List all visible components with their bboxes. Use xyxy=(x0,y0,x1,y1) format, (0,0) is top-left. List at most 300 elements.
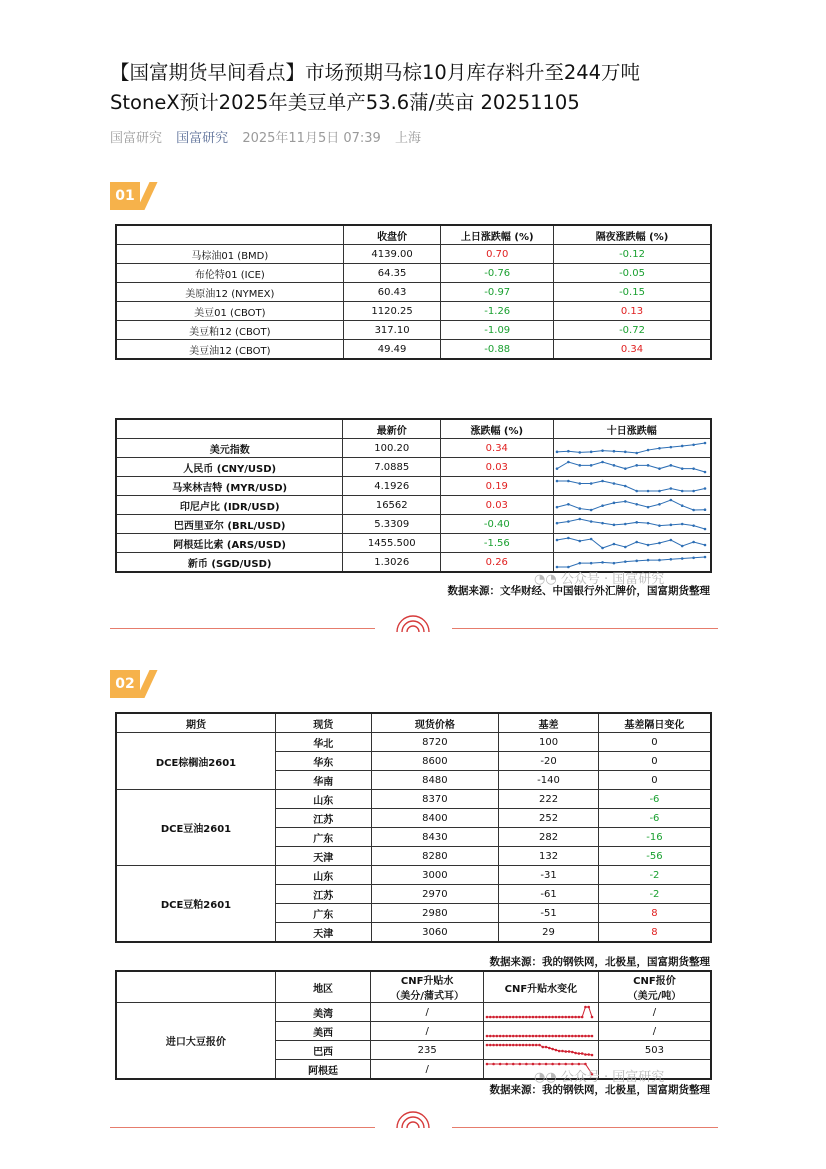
ten-day-sparkline-cell xyxy=(553,534,711,553)
sparkline-point xyxy=(489,1016,492,1019)
sparkline-point xyxy=(577,1035,580,1038)
sparkline-point xyxy=(635,541,638,544)
ten-day-sparkline xyxy=(554,459,708,475)
premium-sparkline xyxy=(484,1042,595,1058)
sparkline-point xyxy=(522,1016,525,1019)
sparkline-point xyxy=(680,545,683,548)
sparkline-point xyxy=(522,1044,525,1047)
title-line-1: 【国富期货早间看点】市场预期马棕10月库存料升至244万吨 xyxy=(110,61,641,84)
sparkline-point xyxy=(567,537,570,540)
sparkline-point xyxy=(692,556,695,559)
sparkline-point xyxy=(624,451,627,454)
wechat-icon: ◔◔ xyxy=(534,1070,561,1085)
sparkline-point xyxy=(555,522,558,525)
sparkline-path xyxy=(557,462,705,472)
close-price: 1120.25 xyxy=(343,302,441,321)
header-cell: 隔夜涨跌幅 (%) xyxy=(554,225,711,245)
sparkline-point xyxy=(551,1035,554,1038)
sparkline-point xyxy=(669,446,672,449)
overnight-change: 0.34 xyxy=(554,340,711,360)
group-label: 进口大豆报价 xyxy=(116,1003,275,1080)
currency-table xyxy=(115,418,712,573)
sparkline-point xyxy=(680,504,683,507)
sparkline-point xyxy=(551,1048,554,1051)
table-row xyxy=(116,790,711,809)
sparkline-point xyxy=(584,1063,587,1066)
currency-name: 马来林吉特 (MYR/USD) xyxy=(116,477,343,496)
origin-region: 美西 xyxy=(275,1022,371,1041)
sparkline-point xyxy=(489,1035,492,1038)
sparkline-point xyxy=(495,1035,498,1038)
basis-change: -16 xyxy=(598,828,711,847)
sparkline-point xyxy=(589,482,592,485)
sparkline-point xyxy=(578,451,581,454)
sparkline-point xyxy=(567,520,570,523)
change-percent: 0.03 xyxy=(441,458,553,477)
futures-contract: DCE豆油2601 xyxy=(116,790,275,866)
sparkline-point xyxy=(555,1035,558,1038)
sparkline-point xyxy=(578,540,581,543)
sparkline-point xyxy=(612,502,615,505)
header-cell: 上日涨跌幅 (%) xyxy=(441,225,554,245)
sparkline-point xyxy=(669,487,672,490)
basis: 222 xyxy=(499,790,599,809)
table-row xyxy=(116,1003,711,1022)
basis-change: -6 xyxy=(598,790,711,809)
cloud-ornament-icon xyxy=(393,614,433,634)
table-row xyxy=(116,496,711,515)
sparkline-point xyxy=(541,1035,544,1038)
sparkline-point xyxy=(495,1016,498,1019)
header-cell: 基差隔日变化 xyxy=(598,713,711,733)
cnf-premium: / xyxy=(371,1060,484,1080)
sparkline-point xyxy=(601,522,604,525)
premium-sparkline-cell xyxy=(483,1003,598,1022)
sparkline-point xyxy=(601,461,604,464)
basis: -20 xyxy=(499,752,599,771)
sparkline-point xyxy=(703,556,706,559)
cnf-premium: 235 xyxy=(371,1041,484,1060)
data-source-1: 数据来源：文华财经、中国银行外汇牌价，国富期货整理 xyxy=(447,585,710,597)
latest-price: 100.20 xyxy=(343,439,441,458)
basis: -61 xyxy=(499,885,599,904)
spot-price: 8400 xyxy=(371,809,499,828)
basis-change: -6 xyxy=(598,809,711,828)
spot-region: 华南 xyxy=(275,771,371,790)
currency-name: 巴西里亚尔 (BRL/USD) xyxy=(116,515,343,534)
sparkline-point xyxy=(646,490,649,493)
sparkline-point xyxy=(545,1046,548,1049)
sparkline-point xyxy=(555,539,558,542)
sparkline-point xyxy=(525,1044,528,1047)
header-blank xyxy=(116,971,275,1003)
sparkline-point xyxy=(577,1063,580,1066)
table-row xyxy=(116,534,711,553)
basis: 252 xyxy=(499,809,599,828)
article-meta xyxy=(110,127,431,146)
close-price: 317.10 xyxy=(343,321,441,340)
header-cell: 最新价 xyxy=(343,419,441,439)
ten-day-sparkline-cell xyxy=(553,477,711,496)
sparkline-point xyxy=(555,451,558,454)
sparkline-point xyxy=(703,528,706,531)
sparkline-point xyxy=(624,546,627,549)
sparkline-point xyxy=(492,1063,495,1066)
sparkline-point xyxy=(635,490,638,493)
header-cell: 现货 xyxy=(275,713,371,733)
sparkline-point xyxy=(601,480,604,483)
header-cell: 收盘价 xyxy=(343,225,441,245)
sparkline-point xyxy=(589,464,592,467)
table-row xyxy=(116,302,711,321)
sparkline-point xyxy=(703,487,706,490)
instrument-name: 美原油12 (NYMEX) xyxy=(116,283,343,302)
sparkline-point xyxy=(525,1063,528,1066)
sparkline-point xyxy=(558,1016,561,1019)
sparkline-point xyxy=(538,1016,541,1019)
sparkline-point xyxy=(584,1053,587,1056)
sparkline-point xyxy=(518,1016,521,1019)
sparkline-point xyxy=(492,1035,495,1038)
sparkline-point xyxy=(703,544,706,547)
sparkline-point xyxy=(518,1044,521,1047)
sparkline-point xyxy=(548,1035,551,1038)
close-price: 60.43 xyxy=(343,283,441,302)
data-source-2: 数据来源：我的钢铁网，北极星，国富期货整理 xyxy=(489,956,710,968)
basis: -51 xyxy=(499,904,599,923)
sparkline-point xyxy=(528,1016,531,1019)
spot-price: 3060 xyxy=(371,923,499,943)
sparkline-point xyxy=(545,1035,548,1038)
divider-left xyxy=(110,628,375,629)
divider-right xyxy=(452,1127,718,1128)
sparkline-point xyxy=(646,522,649,525)
sparkline-point xyxy=(587,1006,590,1009)
table-row xyxy=(116,245,711,264)
premium-sparkline-cell xyxy=(483,1022,598,1041)
ten-day-sparkline xyxy=(554,516,708,532)
sparkline-point xyxy=(669,499,672,502)
basis-change: -56 xyxy=(598,847,711,866)
cnf-premium: / xyxy=(371,1022,484,1041)
sparkline-point xyxy=(589,520,592,523)
change-percent: -1.56 xyxy=(441,534,553,553)
sparkline-point xyxy=(532,1044,535,1047)
table-row xyxy=(116,515,711,534)
sparkline-point xyxy=(535,1035,538,1038)
sparkline-point xyxy=(589,451,592,454)
ten-day-sparkline xyxy=(554,478,708,494)
sparkline-point xyxy=(601,449,604,452)
ten-day-sparkline xyxy=(554,497,708,513)
header-cell: 十日涨跌幅 xyxy=(553,419,711,439)
close-price: 64.35 xyxy=(343,264,441,283)
sparkline-point xyxy=(692,524,695,527)
overnight-change: -0.05 xyxy=(554,264,711,283)
sparkline-point xyxy=(532,1016,535,1019)
basis: -31 xyxy=(499,866,599,885)
currency-name: 印尼卢比 (IDR/USD) xyxy=(116,496,343,515)
sparkline-point xyxy=(574,1016,577,1019)
sparkline-point xyxy=(591,1016,594,1019)
instrument-name: 美豆油12 (CBOT) xyxy=(116,340,343,360)
sparkline-point xyxy=(669,524,672,527)
sparkline-point xyxy=(692,443,695,446)
table-row xyxy=(116,866,711,885)
sparkline-point xyxy=(601,561,604,564)
spot-region: 华北 xyxy=(275,733,371,752)
soybean-import-table xyxy=(115,970,712,1080)
sparkline-point xyxy=(538,1035,541,1038)
sparkline-point xyxy=(512,1035,515,1038)
change-percent: -0.40 xyxy=(441,515,553,534)
sparkline-point xyxy=(703,471,706,474)
table-row xyxy=(116,439,711,458)
header-cell xyxy=(116,419,343,439)
sparkline-point xyxy=(509,1044,512,1047)
prev-day-change: -0.88 xyxy=(441,340,554,360)
instrument-name: 美豆粕12 (CBOT) xyxy=(116,321,343,340)
sparkline-point xyxy=(505,1035,508,1038)
sparkline-point xyxy=(512,1044,515,1047)
premium-sparkline-cell xyxy=(483,1041,598,1060)
sparkline-point xyxy=(658,559,661,562)
sparkline-point xyxy=(658,524,661,527)
sparkline-point xyxy=(635,452,638,455)
sparkline-point xyxy=(624,523,627,526)
latest-price: 16562 xyxy=(343,496,441,515)
sparkline-point xyxy=(568,1016,571,1019)
overnight-change: -0.12 xyxy=(554,245,711,264)
sparkline-point xyxy=(541,1016,544,1019)
latest-price: 1.3026 xyxy=(343,553,441,573)
section-number: 01 xyxy=(110,182,140,210)
sparkline-point xyxy=(486,1063,489,1066)
sparkline-point xyxy=(692,509,695,512)
basis: 29 xyxy=(499,923,599,943)
sparkline-point xyxy=(545,1063,548,1066)
sparkline-point xyxy=(624,500,627,503)
sparkline-point xyxy=(646,544,649,547)
header-premium-unit: （美分/蒲式耳） xyxy=(390,991,464,1002)
sparkline-point xyxy=(581,1016,584,1019)
sparkline-point xyxy=(558,1050,561,1053)
sparkline-point xyxy=(564,1035,567,1038)
sparkline-point xyxy=(692,541,695,544)
latest-price: 5.3309 xyxy=(343,515,441,534)
sparkline-point xyxy=(535,1044,538,1047)
sparkline-point xyxy=(680,523,683,526)
spot-basis-table xyxy=(115,712,712,943)
prev-day-change: 0.70 xyxy=(441,245,554,264)
table-header-row xyxy=(116,713,711,733)
spot-price: 2970 xyxy=(371,885,499,904)
header-cell: 现货价格 xyxy=(371,713,499,733)
origin-region: 巴西 xyxy=(275,1041,371,1060)
sparkline-point xyxy=(509,1035,512,1038)
sparkline-point xyxy=(495,1044,498,1047)
cnf-quote: / xyxy=(598,1022,711,1041)
ten-day-sparkline xyxy=(554,440,708,456)
sparkline-point xyxy=(624,467,627,470)
futures-price-table xyxy=(115,224,712,360)
account-link[interactable]: 国富研究 xyxy=(176,131,229,146)
header-cell: 期货 xyxy=(116,713,275,733)
basis: 100 xyxy=(499,733,599,752)
spot-price: 8430 xyxy=(371,828,499,847)
overnight-change: -0.15 xyxy=(554,283,711,302)
spot-price: 8370 xyxy=(371,790,499,809)
sparkline-point xyxy=(538,1044,541,1047)
data-source-3: 数据来源：我的钢铁网，北极星，国富期货整理 xyxy=(489,1084,710,1096)
sparkline-point xyxy=(518,1063,521,1066)
sparkline-point xyxy=(564,1050,567,1053)
ten-day-sparkline-cell xyxy=(553,496,711,515)
sparkline-point xyxy=(601,504,604,507)
basis-change: 0 xyxy=(598,771,711,790)
sparkline-point xyxy=(692,490,695,493)
currency-name: 新币 (SGD/USD) xyxy=(116,553,343,573)
sparkline-point xyxy=(587,1053,590,1056)
sparkline-point xyxy=(578,464,581,467)
sparkline-point xyxy=(680,557,683,560)
header-cell xyxy=(116,225,343,245)
sparkline-point xyxy=(587,1035,590,1038)
sparkline-point xyxy=(692,467,695,470)
basis-change: 0 xyxy=(598,752,711,771)
sparkline-point xyxy=(584,1035,587,1038)
sparkline-point xyxy=(567,461,570,464)
sparkline-point xyxy=(646,559,649,562)
sparkline-point xyxy=(502,1016,505,1019)
watermark-text: 公众号 · 国富研究 xyxy=(560,572,665,587)
sparkline-point xyxy=(515,1035,518,1038)
prev-day-change: -0.76 xyxy=(441,264,554,283)
header-premium-change: CNF升贴水变化 xyxy=(483,971,598,1003)
table-row xyxy=(116,477,711,496)
sparkline-point xyxy=(680,490,683,493)
currency-name: 阿根廷比索 (ARS/USD) xyxy=(116,534,343,553)
sparkline-point xyxy=(499,1035,502,1038)
sparkline-point xyxy=(589,509,592,512)
spot-region: 江苏 xyxy=(275,885,371,904)
sparkline-point xyxy=(567,503,570,506)
table-row xyxy=(116,321,711,340)
sparkline-point xyxy=(581,1035,584,1038)
change-percent: 0.03 xyxy=(441,496,553,515)
sparkline-point xyxy=(577,1016,580,1019)
close-price: 4139.00 xyxy=(343,245,441,264)
section-badge-02 xyxy=(110,670,154,698)
sparkline-point xyxy=(612,543,615,546)
sparkline-point xyxy=(502,1035,505,1038)
sparkline-point xyxy=(505,1063,508,1066)
currency-name: 美元指数 xyxy=(116,439,343,458)
sparkline-point xyxy=(512,1016,515,1019)
sparkline-point xyxy=(486,1016,489,1019)
cnf-quote: / xyxy=(598,1003,711,1022)
spot-price: 8600 xyxy=(371,752,499,771)
sparkline-point xyxy=(589,562,592,565)
article-title xyxy=(110,58,750,118)
sparkline-point xyxy=(578,562,581,565)
instrument-name: 美豆01 (CBOT) xyxy=(116,302,343,321)
sparkline-point xyxy=(571,1016,574,1019)
spot-region: 天津 xyxy=(275,923,371,943)
sparkline-point xyxy=(499,1044,502,1047)
sparkline-point xyxy=(680,445,683,448)
sparkline-point xyxy=(571,1035,574,1038)
sparkline-point xyxy=(564,1016,567,1019)
sparkline-point xyxy=(555,1016,558,1019)
sparkline-point xyxy=(646,464,649,467)
basis-change: 8 xyxy=(598,923,711,943)
table-row xyxy=(116,264,711,283)
publish-location: 上海 xyxy=(394,131,421,146)
sparkline-point xyxy=(505,1016,508,1019)
sparkline-point xyxy=(555,506,558,509)
sparkline-point xyxy=(512,1063,515,1066)
sparkline-point xyxy=(535,1016,538,1019)
sparkline-point xyxy=(518,1035,521,1038)
sparkline-point xyxy=(658,490,661,493)
sparkline-point xyxy=(486,1035,489,1038)
header-quote-label: CNF报价 xyxy=(633,976,676,987)
sparkline-point xyxy=(505,1044,508,1047)
sparkline-point xyxy=(624,485,627,488)
basis-change: -2 xyxy=(598,866,711,885)
prev-day-change: -1.26 xyxy=(441,302,554,321)
sparkline-point xyxy=(703,442,706,445)
sparkline-point xyxy=(612,450,615,453)
sparkline-point xyxy=(646,449,649,452)
futures-contract: DCE棕榈油2601 xyxy=(116,733,275,790)
cnf-premium: / xyxy=(371,1003,484,1022)
sparkline-point xyxy=(545,1016,548,1019)
sparkline-point xyxy=(658,542,661,545)
cloud-ornament-icon xyxy=(393,1110,433,1130)
sparkline-point xyxy=(635,464,638,467)
sparkline-point xyxy=(555,480,558,483)
spot-region: 天津 xyxy=(275,847,371,866)
sparkline-path xyxy=(487,1007,592,1017)
basis: 282 xyxy=(499,828,599,847)
section-number: 02 xyxy=(110,670,140,698)
basis: -140 xyxy=(499,771,599,790)
sparkline-point xyxy=(499,1016,502,1019)
publish-date: 2025年11月5日 07:39 xyxy=(242,131,381,146)
sparkline-point xyxy=(669,539,672,542)
ten-day-sparkline xyxy=(554,535,708,551)
spot-price: 2980 xyxy=(371,904,499,923)
latest-price: 1455.500 xyxy=(343,534,441,553)
divider-left xyxy=(110,1127,375,1128)
table-row xyxy=(116,458,711,477)
sparkline-point xyxy=(509,1016,512,1019)
sparkline-point xyxy=(589,538,592,541)
change-percent: 0.19 xyxy=(441,477,553,496)
sparkline-point xyxy=(646,506,649,509)
table-row xyxy=(116,340,711,360)
ten-day-sparkline-cell xyxy=(553,515,711,534)
sparkline-point xyxy=(669,558,672,561)
sparkline-point xyxy=(591,1035,594,1038)
sparkline-point xyxy=(612,482,615,485)
sparkline-point xyxy=(680,467,683,470)
sparkline-point xyxy=(525,1035,528,1038)
sparkline-point xyxy=(492,1016,495,1019)
spot-price: 8720 xyxy=(371,733,499,752)
